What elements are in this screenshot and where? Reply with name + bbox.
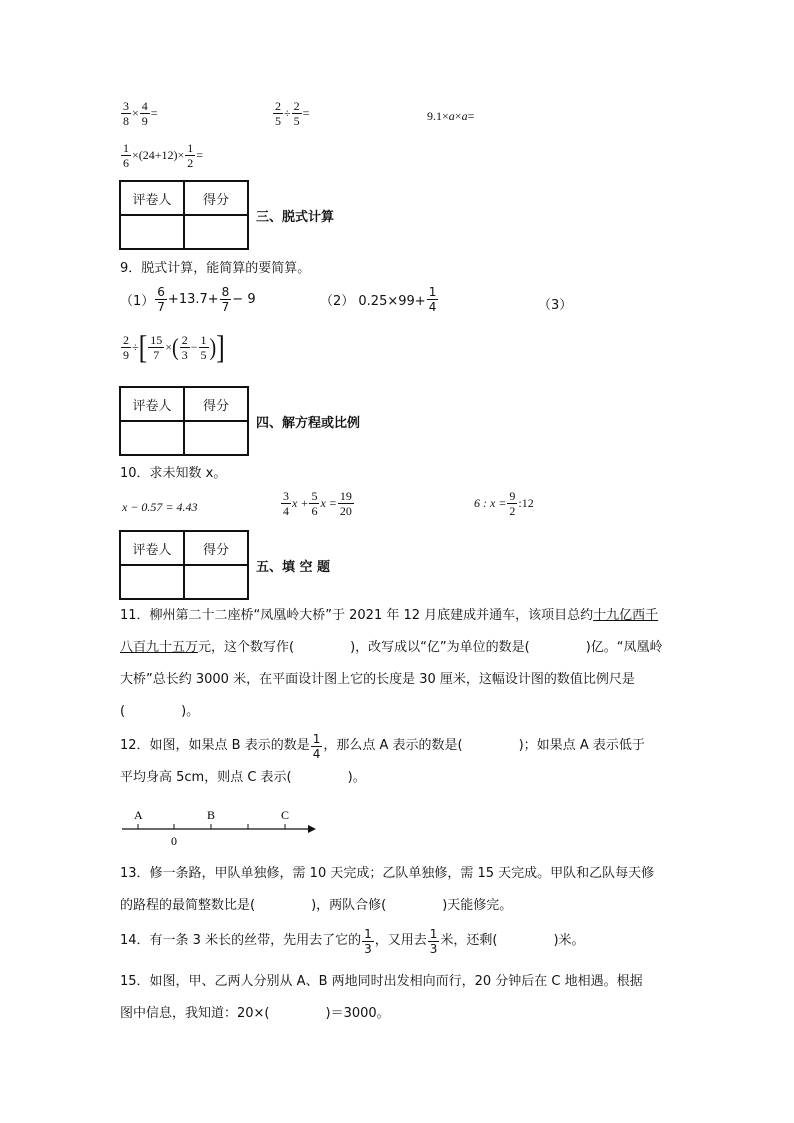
open-square-bracket: [ (138, 328, 148, 365)
fraction: $\frac{2}{5}$ (275, 99, 281, 128)
equation-3: 6 : x = $\frac{9}{2}$ :12 (474, 489, 534, 518)
score-cell[interactable] (184, 421, 248, 455)
grader-header: 评卷人 (120, 181, 184, 215)
score-header: 得分 (184, 181, 248, 215)
equation-2: $\frac{3}{4}$ x + $\frac{5}{6}$ x = $\frac{19}{20}$ (283, 489, 352, 518)
fraction: $\frac{2}{9}$ (123, 333, 129, 362)
score-cell[interactable] (184, 565, 248, 599)
section-title: 五、填 空 题 (256, 560, 331, 575)
fraction: $\frac{3}{4}$ (283, 489, 289, 518)
q11-line-2: 八百九十五万元，这个数写作( )，改写成以“亿”为单位的数是( )亿。“凤凰岭 (120, 640, 663, 655)
section-title: 四、解方程或比例 (256, 416, 361, 431)
q9-part-1: （1） $\frac{6}{7}$ +13.7+ $\frac{8}{7}$ − 9 (120, 285, 256, 314)
fraction: $\frac{1}{4}$ (312, 731, 321, 761)
q12-line-2: 平均身高 5cm，则点 C 表示( )。 (120, 770, 366, 785)
number-line (118, 804, 328, 850)
score-header: 得分 (184, 387, 248, 421)
grader-cell[interactable] (120, 565, 184, 599)
close-square-bracket: ] (216, 328, 225, 365)
fraction: $\frac{19}{20}$ (339, 489, 352, 518)
fraction: $\frac{15}{7}$ (150, 333, 163, 362)
score-table (119, 530, 249, 600)
fraction: $\frac{9}{2}$ (509, 489, 516, 518)
fraction: $\frac{1}{2}$ (187, 141, 194, 170)
grader-header: 评卷人 (120, 387, 184, 421)
fraction: $\frac{1}{3}$ (429, 926, 438, 956)
number-line-arrow (308, 825, 316, 833)
calc-expr-4: $\frac{1}{6}$ ×(24+12)× $\frac{1}{2}$ = (123, 141, 204, 170)
grader-cell[interactable] (120, 215, 184, 249)
section-title: 三、脱式计算 (256, 210, 335, 225)
score-header: 得分 (184, 531, 248, 565)
calc-expr-3: 9.1× a × a = (427, 109, 475, 123)
point-label-a: A (134, 808, 143, 822)
question-14 (120, 925, 680, 957)
question-9: 9．脱式计算，能简算的要简算。 (120, 261, 311, 276)
q11-line-1: 11．柳州第二十二座桥“凤凰岭大桥”于 2021 年 12 月底建成并通车，该项目总约十九亿西千 (120, 608, 659, 623)
fraction: $\frac{2}{3}$ (181, 333, 188, 362)
point-label-b: B (207, 808, 216, 822)
question-12 (120, 730, 680, 794)
zero-label: 0 (171, 834, 177, 848)
grader-header: 评卷人 (120, 531, 184, 565)
point-label-c: C (281, 808, 290, 822)
close-paren: ) (209, 334, 217, 361)
open-paren: ( (172, 334, 179, 361)
fraction: $\frac{8}{7}$ (221, 285, 230, 314)
question-13 (120, 858, 680, 922)
q11-line-3: 大桥”总长约 3000 米，在平面设计图上它的长度是 30 厘米，这幅设计图的数值比例尺是 (120, 672, 635, 687)
fraction: $\frac{1}{4}$ (428, 285, 437, 314)
fraction: $\frac{6}{7}$ (157, 285, 165, 314)
equation-1: x − 0.57 = 4.43 (122, 500, 198, 514)
grader-cell[interactable] (120, 421, 184, 455)
fraction: $\frac{5}{6}$ (311, 489, 318, 518)
q9-part-3-label: （3） (538, 298, 573, 313)
q15-line-2: 图中信息，我知道：20×( )＝3000。 (120, 1006, 390, 1021)
q9-part-3: $\frac{2}{9}$ ÷ [ $\frac{15}{7}$ × ( $\frac{2}{3}$ − $\frac{1}{5}$ ) ] (123, 328, 225, 365)
q15-line-1: 15．如图，甲、乙两人分别从 A、B 两地同时出发相向而行，20 分钟后在 C 地相遇。根据 (120, 974, 643, 989)
question-11 (120, 600, 680, 728)
calc-expr-2: $\frac{2}{5}$ ÷ $\frac{2}{5}$ = (275, 99, 310, 128)
q11-line-4: ( )。 (120, 704, 200, 719)
score-cell[interactable] (184, 215, 248, 249)
fraction: $\frac{1}{3}$ (364, 926, 372, 956)
q12-line-1: 12．如图，如果点 B 表示的数是 $\frac{1}{4}$ ，那么点 A 表示的数是( )；如果点 A 表示低于 (120, 731, 645, 761)
calc-expr-1: $\frac{3}{8}$ × $\frac{4}{9}$ = (123, 99, 158, 128)
score-table (119, 386, 249, 456)
fraction: $\frac{1}{6}$ (123, 141, 129, 170)
q13-line-1: 13．修一条路，甲队单独修，需 10 天完成；乙队单独修，需 15 天完成。甲队和乙队每天修 (120, 866, 655, 881)
question-15 (120, 966, 680, 1030)
q14-line-1: 14．有一条 3 米长的丝带，先用去了它的 $\frac{1}{3}$ ，又用去 $\frac{1}{3}$ 米，还剩( )米。 (120, 926, 585, 956)
q9-part-2: （2） 0.25×99+ $\frac{1}{4}$ (320, 285, 437, 314)
q13-line-2: 的路程的最简整数比是( )，两队合修( )天能修完。 (120, 898, 513, 913)
fraction: $\frac{1}{5}$ (200, 333, 207, 362)
fraction: $\frac{3}{8}$ (123, 99, 129, 128)
score-table (119, 180, 249, 250)
fraction: $\frac{2}{5}$ (293, 99, 300, 128)
fraction: $\frac{4}{9}$ (141, 99, 148, 128)
question-10: 10．求未知数 x。 (120, 466, 227, 481)
